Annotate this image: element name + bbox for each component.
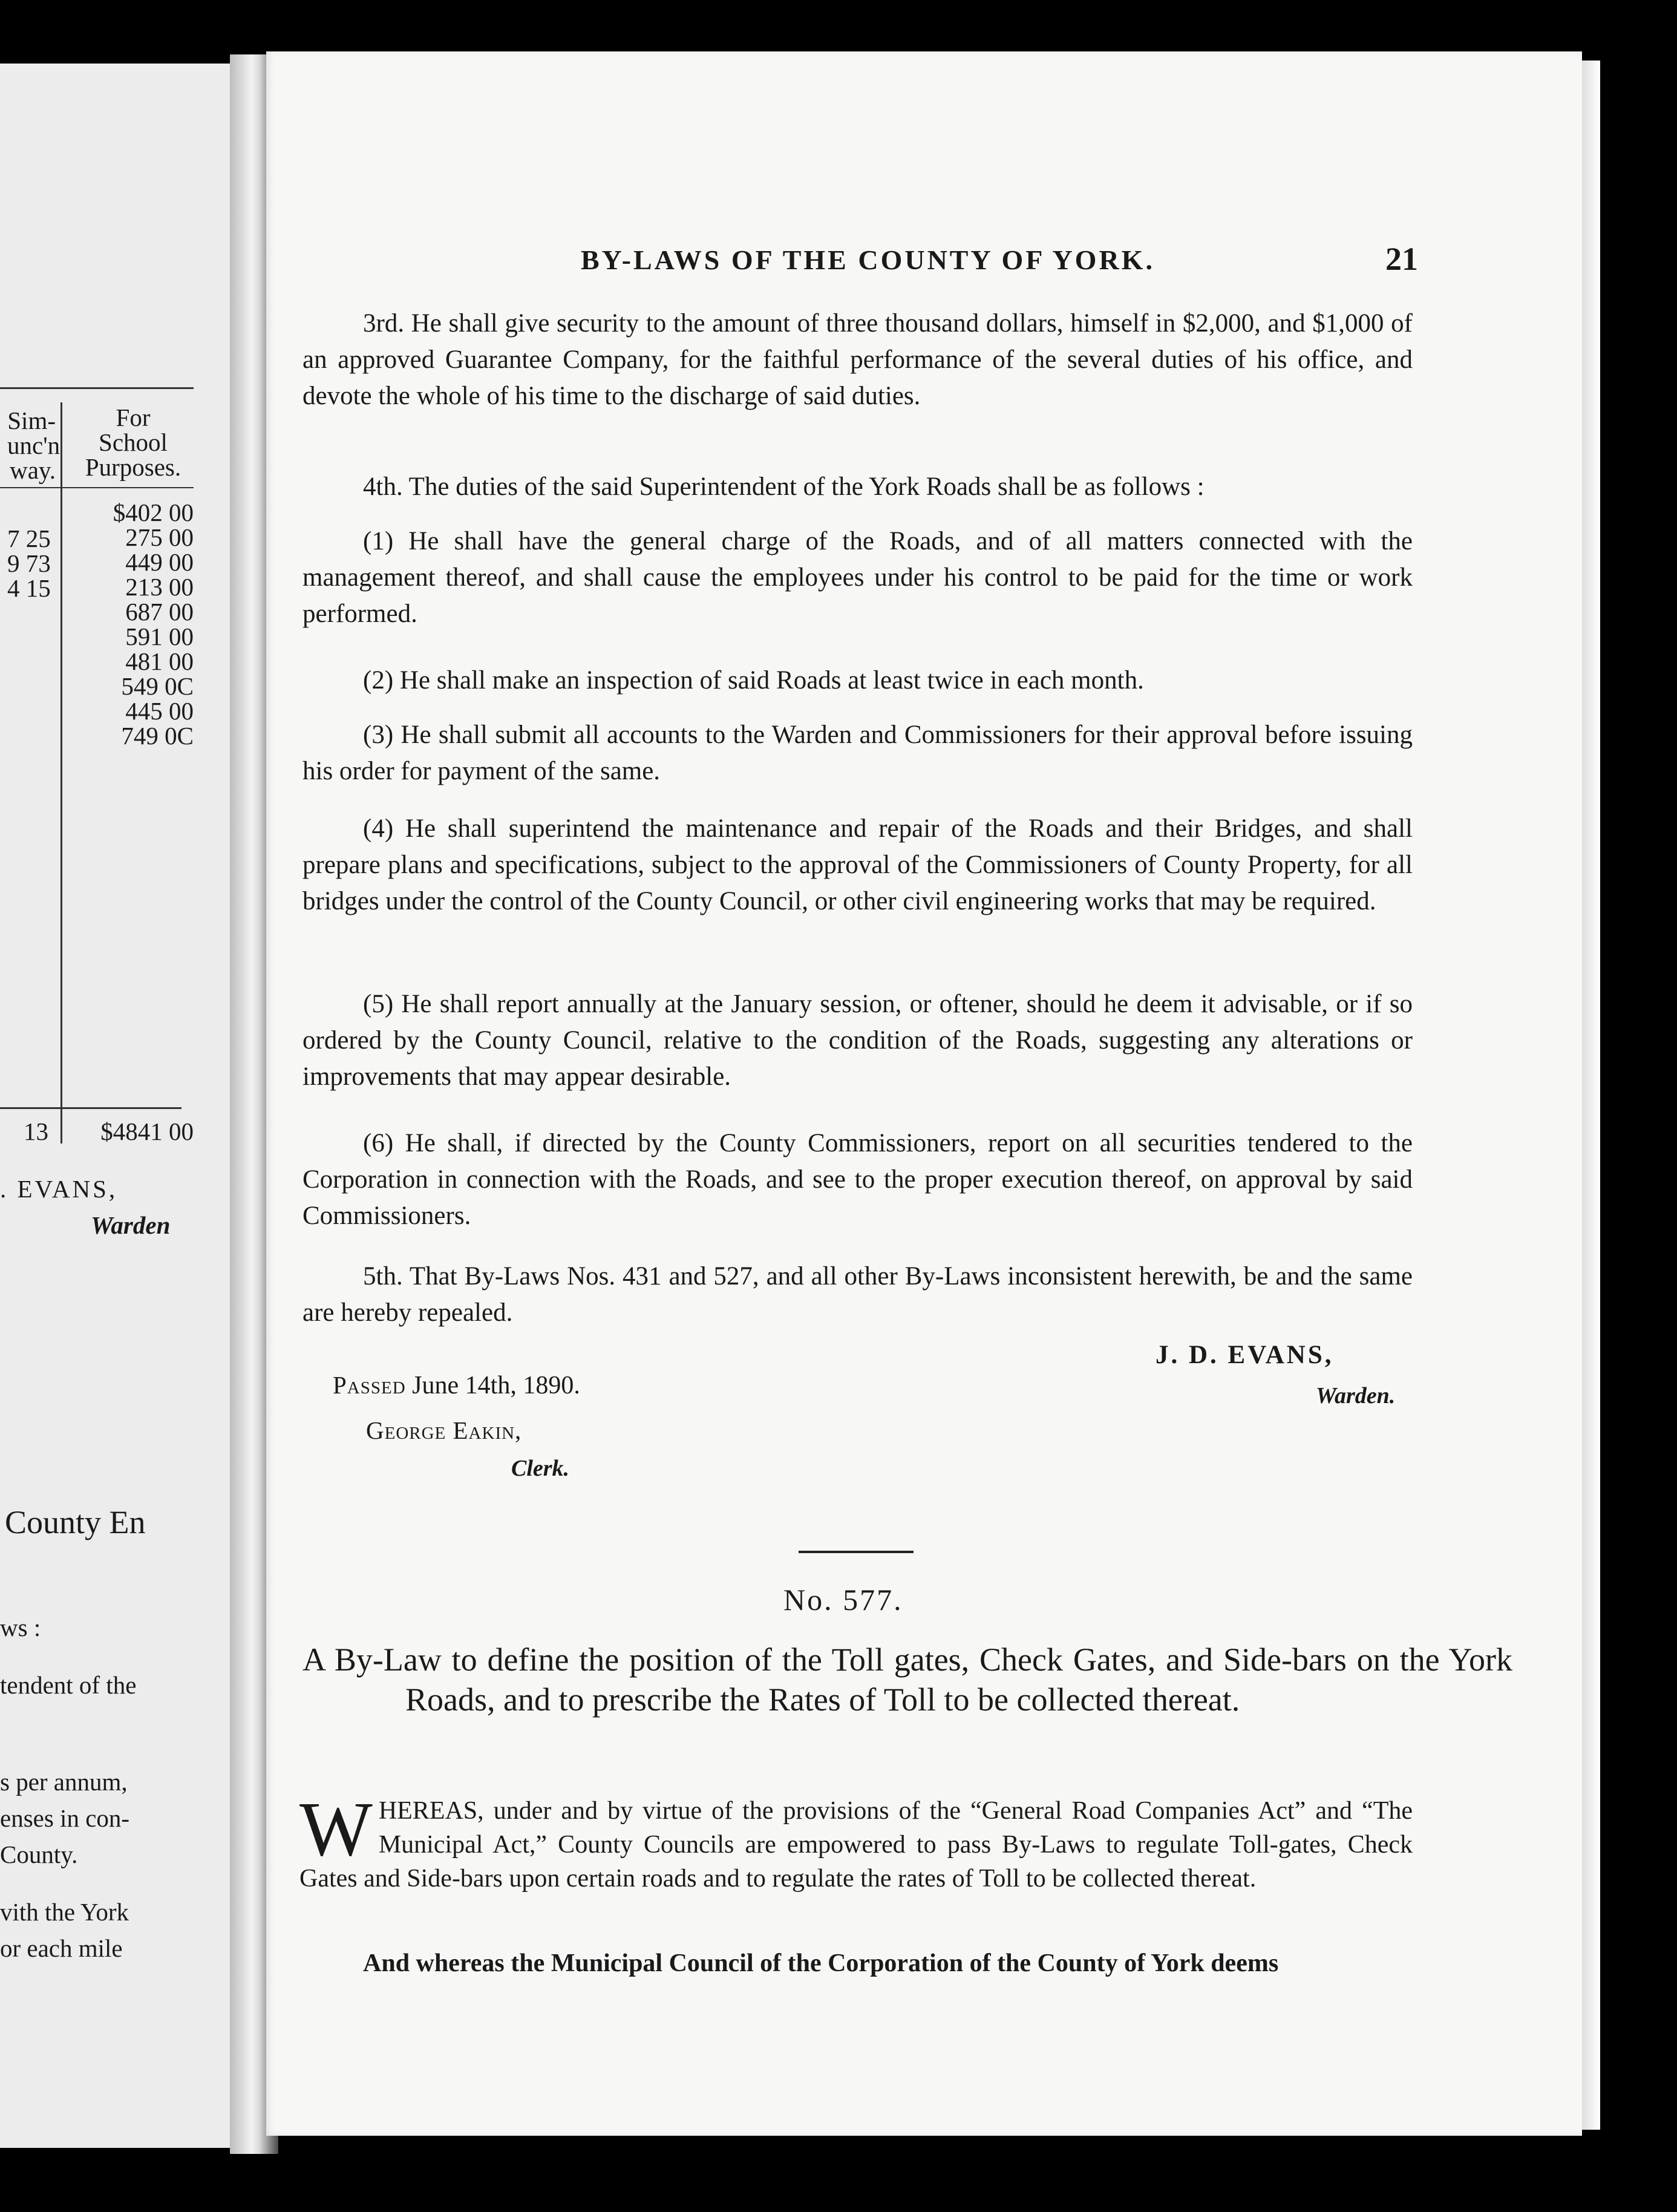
bylaw-title: A By-Law to define the position of the Toll gates, Check Gates, and Side-bars on the York Roads, and to prescribe the Rates of Toll to be collected thereat. [302, 1641, 1512, 1718]
duty-2: (2) He shall make an inspection of said Roads at least twice in each month. [363, 666, 1144, 695]
whereas-body: HEREAS, under and by virtue of the provisions of the “General Road Companies Act” and “The Municipal Act,” County Councils are empowered to pass By-Laws to regulate Toll-gates, Check Gates and Side-bars upon certain roads and to regulate the rates of Toll to be collected thereat. [299, 1797, 1413, 1893]
column-a-values: 7 25 9 73 4 15 [7, 525, 51, 602]
column-header-a: Sim- unc'n way. [7, 407, 60, 484]
page-number: 21 [1385, 241, 1418, 277]
passed-label: Passed [333, 1371, 406, 1399]
duty-1: (1) He shall have the general charge of the Roads, and of all matters connected with the management thereof, and shall cause the employees under his control to be paid for the time or work performed. [302, 527, 1413, 628]
paragraph-5th: 5th. That By-Laws Nos. 431 and 527, and all other By-Laws inconsistent herewith, be and the same are hereby repealed. [302, 1262, 1413, 1327]
section-divider [799, 1551, 914, 1553]
warden-title: Warden. [1316, 1383, 1396, 1409]
duty-3: (3) He shall submit all accounts to the Warden and Commissioners for their approval before issuing his order for payment of the same. [302, 721, 1413, 785]
left-page [0, 64, 254, 2148]
left-signature-title: Warden [91, 1211, 171, 1239]
total-rule [0, 1107, 181, 1109]
left-line-fragment: s per annum, [0, 1768, 128, 1796]
and-whereas-paragraph: And whereas the Municipal Council of the Corporation of the County of York deems [363, 1949, 1279, 1977]
left-line-fragment: vith the York [0, 1898, 129, 1926]
left-line-fragment: ws : [0, 1614, 41, 1641]
passed-line [333, 1370, 580, 1400]
left-line-fragment: or each mile [0, 1934, 123, 1962]
column-b-values: $402 00 275 00 449 00 213 00 687 00 591 00 481 00 549 0C 445 00 749 0C [113, 499, 194, 750]
left-signature-name: . EVANS, [0, 1175, 118, 1203]
table-column-divider [60, 402, 62, 1144]
left-heading-fragment: County En [5, 1504, 146, 1540]
total-b: $4841 00 [100, 1117, 194, 1145]
duty-4: (4) He shall superintend the maintenance and repair of the Roads and their Bridges, and shall prepare plans and specifications, subject to the approval of the Commissioners of County Property, for all bridges under the control of the County Council, or other civil engineering works that may be required. [302, 814, 1413, 915]
left-line-fragment: enses in con- [0, 1804, 130, 1832]
right-page [266, 51, 1582, 2136]
left-line-fragment: tendent of the [0, 1671, 137, 1699]
passed-date: June 14th, 1890. [412, 1372, 580, 1399]
clerk-title: Clerk. [511, 1456, 570, 1481]
duty-6: (6) He shall, if directed by the County Commissioners, report on all securities tendered to the Corporation in connection with the Roads, and see to the proper execution thereof, on approval by said Commissioners. [302, 1129, 1413, 1230]
drop-cap: W [299, 1786, 373, 1872]
paragraph-4th: 4th. The duties of the said Superintendent of the York Roads shall be as follows : [363, 473, 1205, 501]
total-a: 13 [24, 1117, 48, 1145]
left-line-fragment: County. [0, 1841, 78, 1868]
duty-5: (5) He shall report annually at the January session, or oftener, should he deem it advisable, or if so ordered by the County Council, relative to the condition of the Roads, suggesting any alterations or improvements that may appear desirable. [302, 990, 1413, 1091]
page-edge [1582, 61, 1600, 2130]
column-header-b: For School Purposes. [85, 404, 181, 481]
table-top-rule [0, 387, 194, 389]
header-under-rule [0, 487, 194, 488]
bylaw-number: No. 577. [783, 1583, 903, 1617]
whereas-paragraph [299, 1786, 1413, 1896]
clerk-name: George Eakin, [366, 1416, 522, 1444]
running-header: BY-LAWS OF THE COUNTY OF YORK. [581, 244, 1155, 275]
paragraph-3rd: 3rd. He shall give security to the amount of three thousand dollars, himself in $2,000, and $1,000 of an approved Guarantee Company, for the faithful performance of the several duties of his office, and devote the whole of his time to the discharge of said duties. [302, 309, 1413, 410]
warden-signature: J. D. EVANS, [1156, 1341, 1334, 1369]
